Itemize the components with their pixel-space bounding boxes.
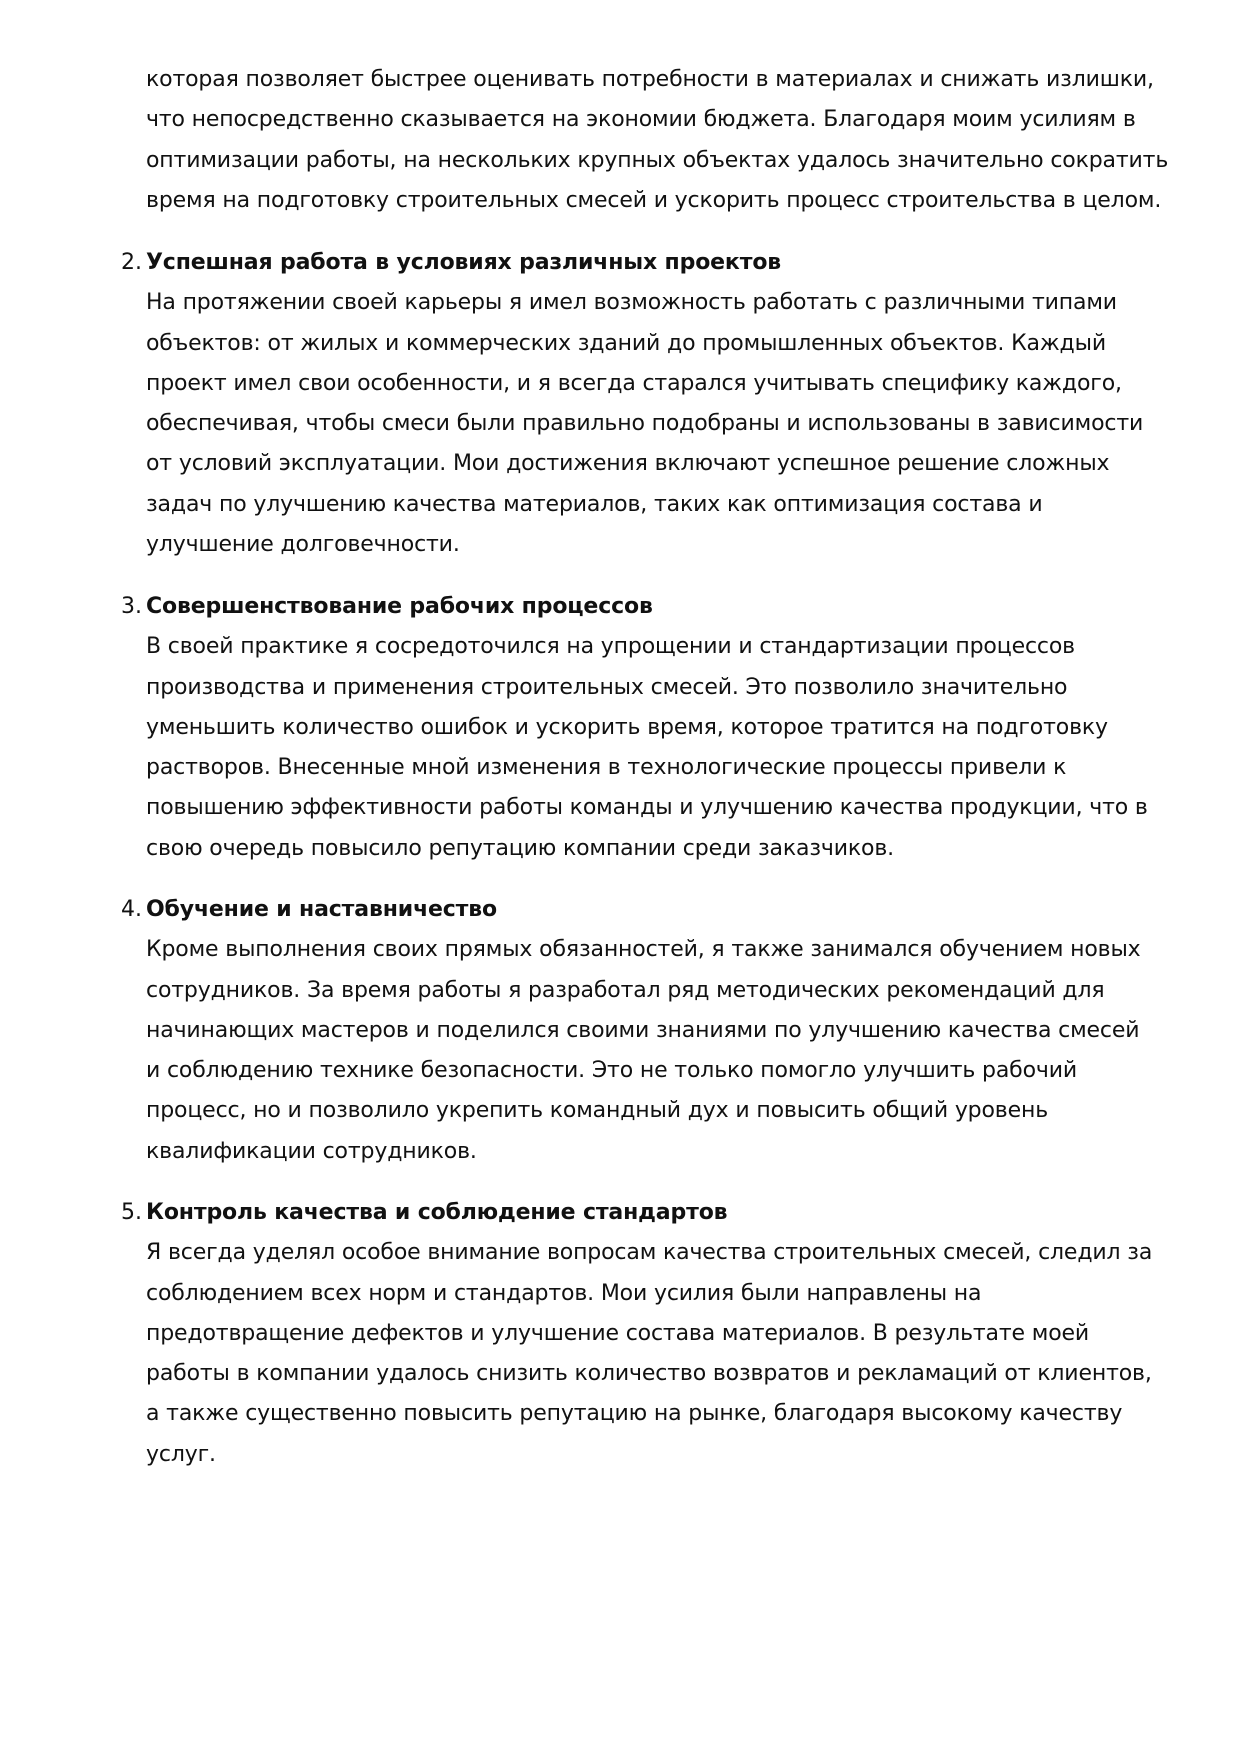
list-item-body	[146, 1233, 1156, 1475]
body-line: сотрудников. За время работы я разработал ряд методических рекомендаций для	[146, 977, 1105, 1003]
body-line: начинающих мастеров и поделился своими знаниями по улучшению качества смесей	[146, 1017, 1140, 1043]
body-line: квалификации сотрудников.	[146, 1138, 477, 1164]
list-item-number: 5.	[121, 1200, 142, 1225]
body-line: проект имел свои особенности, и я всегда старался учитывать специфику каждого,	[146, 370, 1122, 396]
body-line: предотвращение дефектов и улучшение состава материалов. В результате моей	[146, 1320, 1090, 1346]
body-line: задач по улучшению качества материалов, таких как оптимизация состава и	[146, 491, 1043, 517]
intro-line: время на подготовку строительных смесей и ускорить процесс строительства в целом.	[146, 187, 1162, 213]
body-line: производства и применения строительных смесей. Это позволило значительно	[146, 674, 1068, 700]
intro-paragraph	[146, 60, 1169, 221]
body-line: работы в компании удалось снизить количество возвратов и рекламаций от клиентов,	[146, 1361, 1152, 1387]
body-line: объектов: от жилых и коммерческих зданий до промышленных объектов. Каждый	[146, 330, 1106, 356]
body-line: растворов. Внесенные мной изменения в технологические процессы привели к	[146, 755, 1067, 781]
list-item-number: 2.	[121, 250, 142, 275]
list-item-heading: Совершенствование рабочих процессов	[146, 594, 653, 619]
intro-line: оптимизации работы, на нескольких крупных объектах удалось значительно сократить	[146, 147, 1169, 173]
list-item-body	[146, 627, 1156, 869]
body-line: а также существенно повысить репутацию на рынке, благодаря высокому качеству	[146, 1401, 1123, 1427]
body-line: процесс, но и позволило укрепить командный дух и повысить общий уровень	[146, 1098, 1049, 1124]
list-item-heading: Обучение и наставничество	[146, 897, 498, 922]
body-line: услуг.	[146, 1441, 216, 1467]
body-line: В своей практике я сосредоточился на упрощении и стандартизации процессов	[146, 634, 1075, 660]
body-line: обеспечивая, чтобы смеси были правильно подобраны и использованы в зависимости	[146, 411, 1144, 437]
body-line: соблюдением всех норм и стандартов. Мои усилия были направлены на	[146, 1280, 982, 1306]
intro-line: которая позволяет быстрее оценивать потребности в материалах и снижать излишки,	[146, 67, 1154, 92]
body-line: Я всегда уделял особое внимание вопросам качества строительных смесей, следил за	[146, 1240, 1153, 1266]
body-line: уменьшить количество ошибок и ускорить время, которое тратится на подготовку	[146, 714, 1108, 740]
list-item-number: 3.	[121, 594, 142, 619]
list-item-body	[146, 930, 1156, 1172]
list-item-heading: Успешная работа в условиях различных проектов	[146, 250, 782, 275]
body-line: от условий эксплуатации. Мои достижения включают успешное решение сложных	[146, 451, 1110, 477]
body-line: Кроме выполнения своих прямых обязанностей, я также занимался обучением новых	[146, 937, 1141, 963]
list-item-number: 4.	[121, 897, 142, 922]
body-line: На протяжении своей карьеры я имел возможность работать с различными типами	[146, 290, 1117, 316]
intro-line: что непосредственно сказывается на экономии бюджета. Благодаря моим усилиям в	[146, 107, 1136, 133]
body-line: и соблюдению технике безопасности. Это не только помогло улучшить рабочий	[146, 1058, 1078, 1084]
body-line: повышению эффективности работы команды и улучшению качества продукции, что в	[146, 795, 1148, 821]
body-line: улучшение долговечности.	[146, 532, 460, 558]
body-line: свою очередь повысило репутацию компании среди заказчиков.	[146, 835, 895, 861]
list-item-body	[146, 283, 1156, 565]
list-item-heading: Контроль качества и соблюдение стандартов	[146, 1200, 728, 1225]
